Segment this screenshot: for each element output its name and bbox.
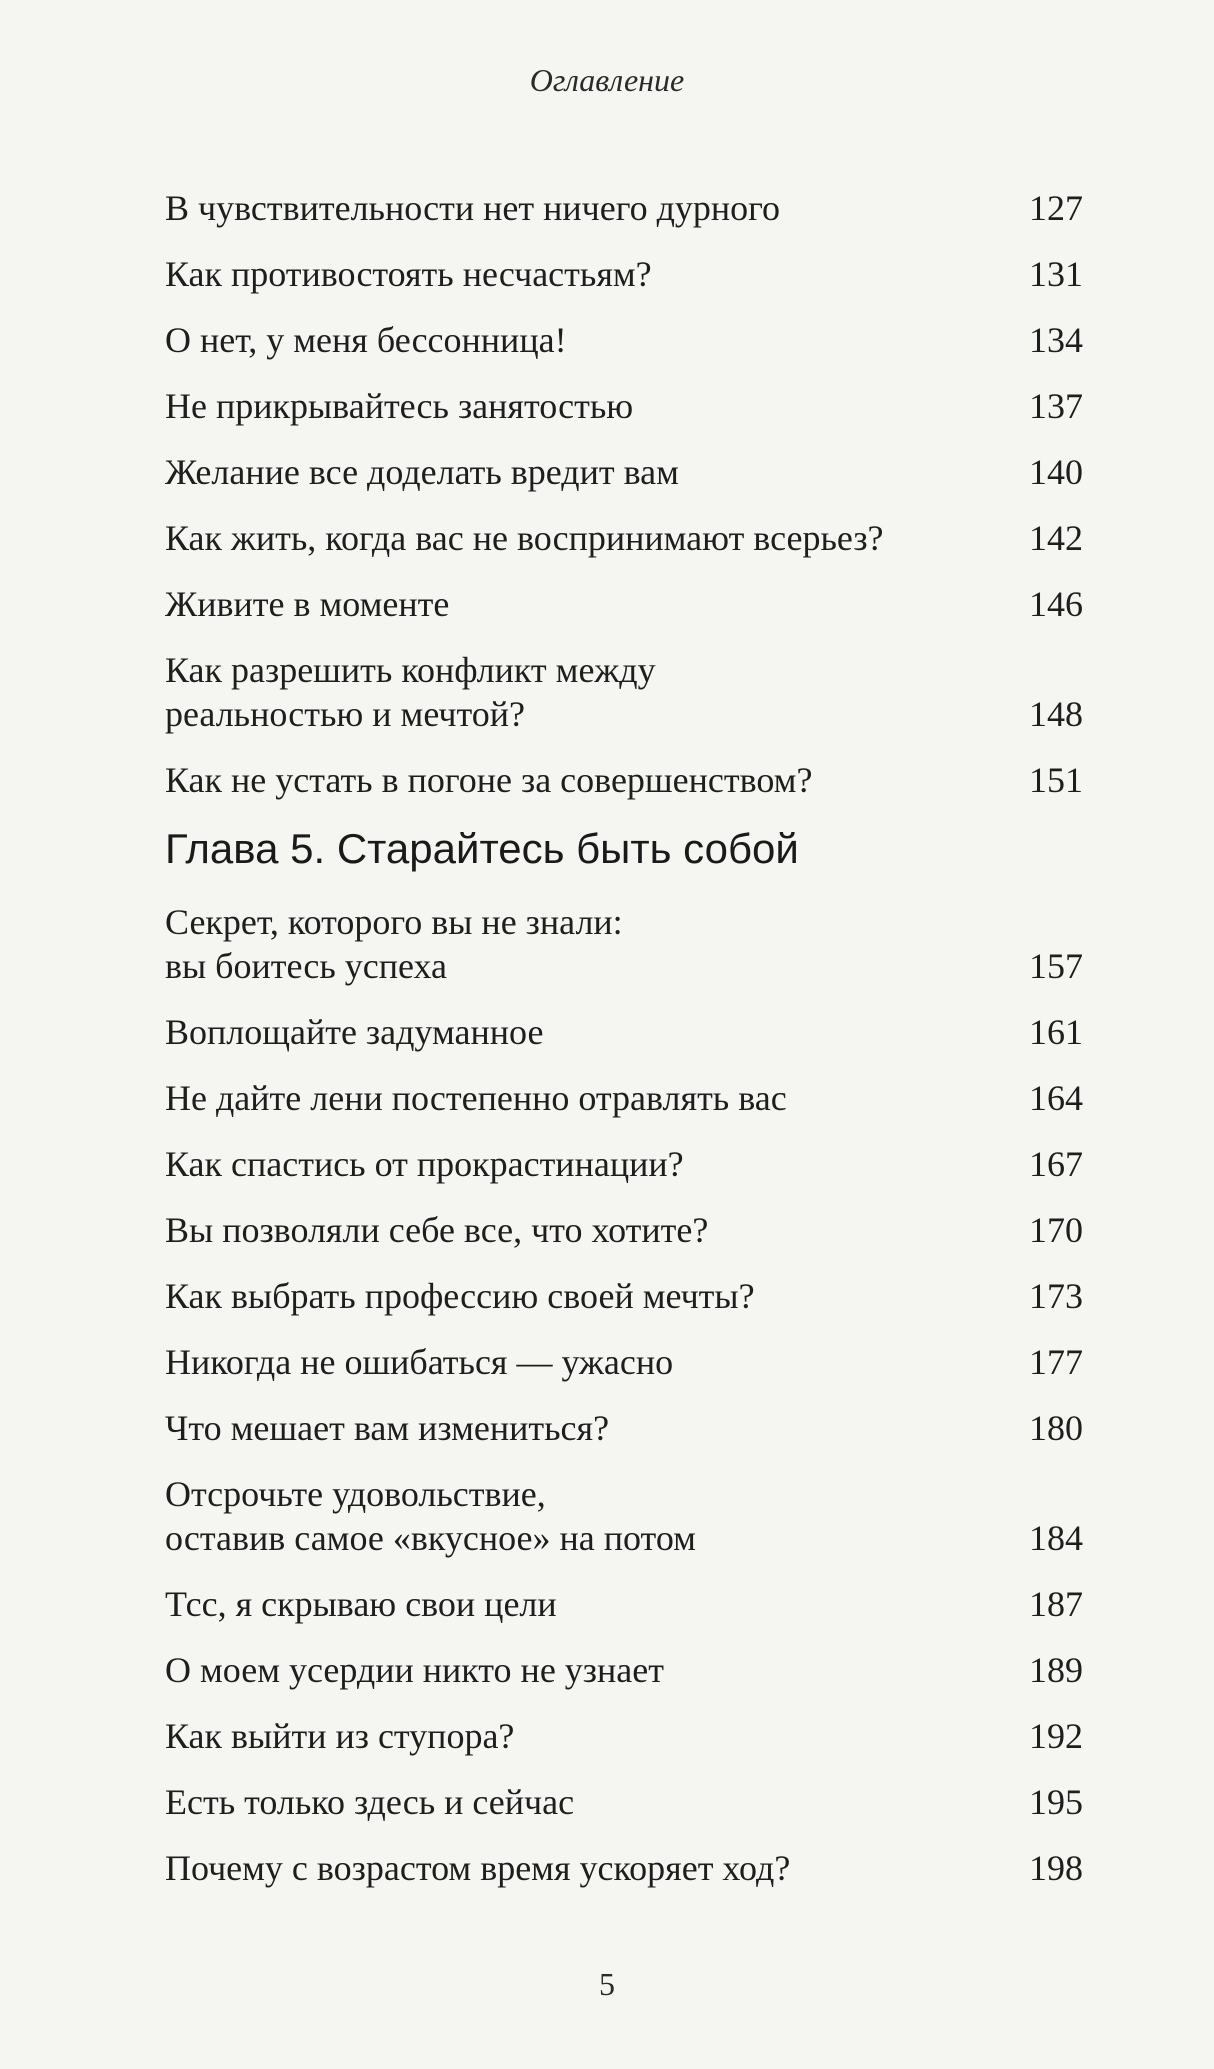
toc-entry-title: Как выбрать профессию своей мечты? [165,1276,755,1316]
toc-entry [165,1010,1083,1054]
toc-entry-page: 177 [1029,1342,1083,1382]
toc-entry-title: Воплощайте задуманное [165,1012,544,1052]
toc-entry-title: Желание все доделать вредит вам [165,452,679,492]
toc-entry [165,1076,1083,1120]
toc-entry-title: Вы позволяли себе все, что хотите? [165,1210,709,1250]
running-head: Оглавление [529,62,685,98]
toc-entry [165,384,1083,428]
toc-entry-page: 170 [1029,1210,1083,1250]
toc-entry [165,1846,1083,1890]
toc-entry [165,1142,1083,1186]
toc-entry-page: 140 [1029,452,1083,492]
toc-group-chapter-5 [165,900,1083,1890]
toc-entry-title: Отсрочьте удовольствие, оставив самое «вкусное» на потом [165,1474,696,1558]
toc-entry [165,582,1083,626]
toc-entry-title: Как разрешить конфликт между реальностью и мечтой? [165,650,656,734]
toc-entry [165,758,1083,802]
toc-entry-title: Почему с возрастом время ускоряет ход? [165,1848,791,1888]
toc-entry-page: 146 [1029,584,1083,624]
toc-entry [165,1274,1083,1318]
toc-entry-title: Как жить, когда вас не воспринимают всерьез? [165,518,884,558]
toc-entry [165,648,1083,736]
toc-entry-title: Как не устать в погоне за совершенством? [165,760,813,800]
toc-entry-title: В чувствительности нет ничего дурного [165,188,781,228]
toc-entry-page: 173 [1029,1276,1083,1316]
toc-entry-page: 167 [1029,1144,1083,1184]
toc-entry [165,1472,1083,1560]
toc-entry-page: 189 [1029,1650,1083,1690]
toc-entry-title: Живите в моменте [165,584,450,624]
toc-entry [165,252,1083,296]
toc-entry-page: 184 [1029,1518,1083,1558]
toc-entry [165,318,1083,362]
toc-entry-page: 151 [1029,760,1083,800]
toc-entry-title: Тсс, я скрываю свои цели [165,1584,557,1624]
toc-entry [165,1208,1083,1252]
toc-entry-title: Не дайте лени постепенно отравлять вас [165,1078,787,1118]
toc-entry-title: Есть только здесь и сейчас [165,1782,575,1822]
toc-entry [165,1780,1083,1824]
toc-entry [165,1582,1083,1626]
toc-entry-title: О моем усердии никто не узнает [165,1650,664,1690]
toc-entry-title: Никогда не ошибаться — ужасно [165,1342,674,1382]
toc-entry-page: 187 [1029,1584,1083,1624]
toc-entry-page: 127 [1029,188,1083,228]
toc-entry-title: Не прикрывайтесь занятостью [165,386,634,426]
table-of-contents [165,186,1083,1912]
chapter-heading: Глава 5. Старайтесь быть собой [165,825,799,872]
toc-entry-title: Как выйти из ступора? [165,1716,515,1756]
toc-entry-page: 157 [1029,946,1083,986]
toc-entry [165,450,1083,494]
toc-entry [165,900,1083,988]
toc-entry-title: Как спастись от прокрастинации? [165,1144,684,1184]
toc-entry-page: 134 [1029,320,1083,360]
toc-entry-title: О нет, у меня бессонница! [165,320,567,360]
toc-entry-page: 198 [1029,1848,1083,1888]
toc-entry-page: 142 [1029,518,1083,558]
toc-entry [165,516,1083,560]
toc-entry [165,1648,1083,1692]
page-number: 5 [599,1966,615,2002]
toc-entry-page: 180 [1029,1408,1083,1448]
toc-entry-title: Как противостоять несчастьям? [165,254,652,294]
toc-group-chapter-4 [165,186,1083,802]
toc-entry-page: 148 [1029,694,1083,734]
toc-entry-title: Что мешает вам измениться? [165,1408,610,1448]
toc-entry-page: 161 [1029,1012,1083,1052]
toc-entry-title: Секрет, которого вы не знали: вы боитесь успеха [165,902,623,986]
toc-entry [165,1340,1083,1384]
toc-entry-page: 192 [1029,1716,1083,1756]
toc-entry [165,186,1083,230]
toc-entry [165,1406,1083,1450]
toc-entry-page: 195 [1029,1782,1083,1822]
toc-entry-page: 137 [1029,386,1083,426]
toc-entry-page: 131 [1029,254,1083,294]
toc-entry-page: 164 [1029,1078,1083,1118]
toc-entry [165,1714,1083,1758]
